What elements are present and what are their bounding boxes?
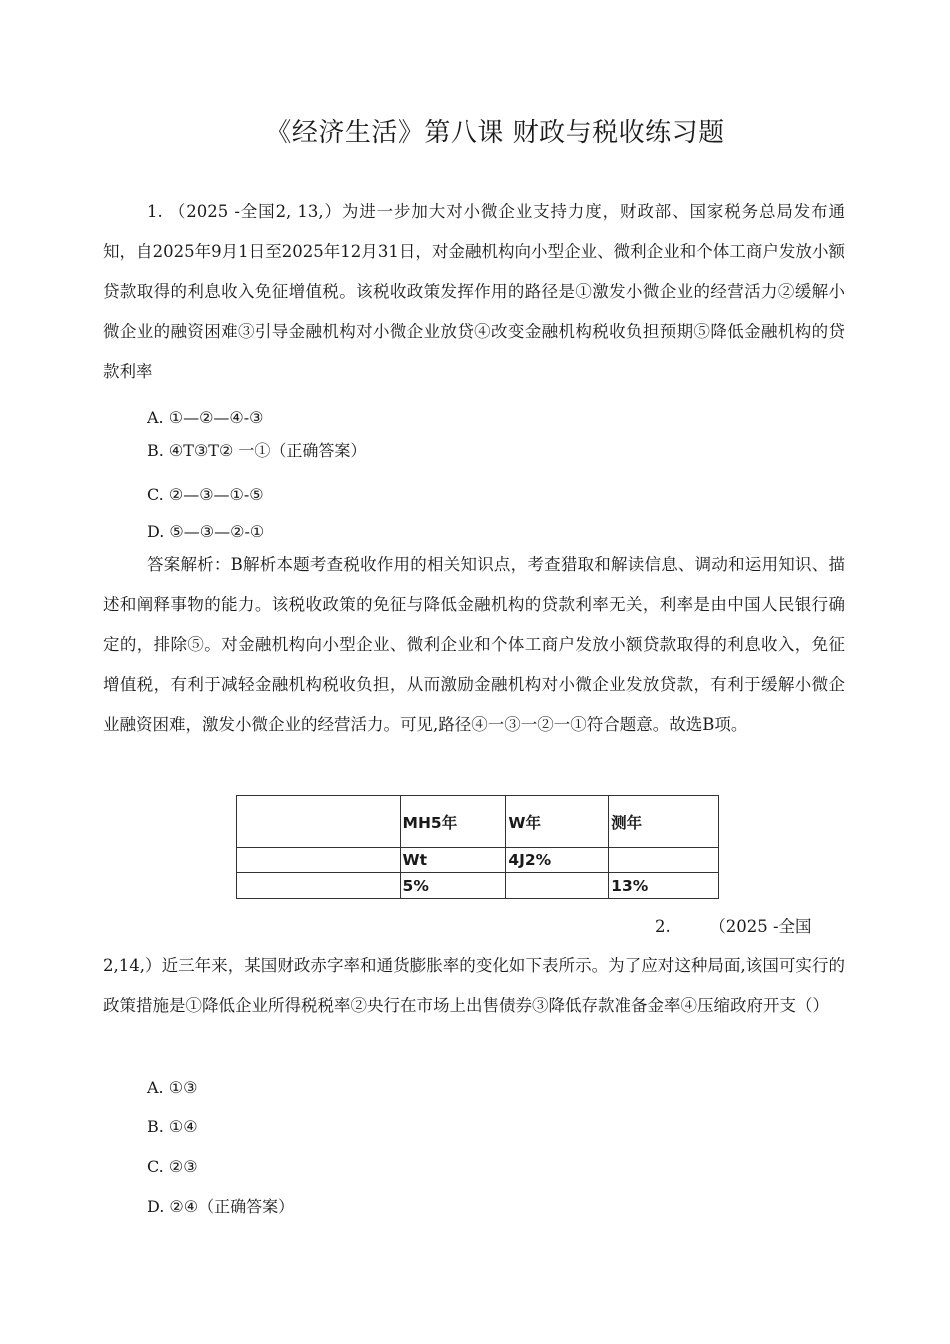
- q1-option-d: D. ⑤—③—②-①: [147, 522, 265, 541]
- table-cell: [237, 873, 401, 899]
- table-cell: [609, 848, 719, 873]
- q1-option-a: A. ①—②—④-③: [147, 408, 264, 427]
- table-cell: W年: [506, 796, 609, 848]
- q2-option-c: C. ②③: [147, 1157, 198, 1176]
- question-2-header: [655, 913, 812, 937]
- q1-explanation: 答案解析：B解析本题考查税收作用的相关知识点，考查猎取和解读信息、调动和运用知识、描述和阐释事物的能力。该税收政策的免征与降低金融机构的贷款利率无关，利率是由中国人民银行确定的，排除⑤。对金融机构向小型企业、微利企业和个体工商户发放小额贷款取得的利息收入，免征增值税，有利于减轻金融机构税收负担，从而激励金融机构对小微企业发放贷款，有利于缓解小微企业融资困难，激发小微企业的经营活力。可见,路径④一③一②一①符合题意。故选B项。: [103, 555, 845, 734]
- table-cell: [237, 848, 401, 873]
- q2-option-d: D. ②④（正确答案）: [147, 1197, 295, 1216]
- question-2-stem: 2,14,）近三年来，某国财政赤字率和通货膨胀率的变化如下表所示。为了应对这种局面,该国可实行的政策措施是①降低企业所得税税率②央行在市场上出售债券③降低存款准备金率④压缩政府开支（）: [103, 956, 845, 1015]
- question-2-number: 2.: [655, 917, 671, 936]
- q1-option-b: B. ④T③T② 一①（正确答案）: [147, 441, 367, 460]
- table-row: [237, 796, 719, 848]
- q1-option-c: C. ②—③—①-⑤: [147, 485, 264, 504]
- question-1-stem: 1. （2025 -全国2, 13,）为进一步加大对小微企业支持力度，财政部、国家税务总局发布通知，自2025年9月1日至2025年12月31日，对金融机构向小型企业、微利企业和个体工商户发放小额贷款取得的利息收入免征增值税。该税收政策发挥作用的路径是①激发小微企业的经营活力②缓解小微企业的融资困难③引导金融机构对小微企业放贷④改变金融机构税收负担预期⑤降低金融机构的贷款利率: [103, 202, 845, 381]
- table-cell: 13%: [609, 873, 719, 899]
- table-row: [237, 873, 719, 899]
- q2-option-a: A. ①③: [147, 1078, 198, 1097]
- q2-option-b: B. ①④: [147, 1117, 198, 1136]
- table-row: [237, 848, 719, 873]
- table-cell: 测年: [609, 796, 719, 848]
- question-2-source: （2025 -全国: [709, 917, 812, 936]
- table-cell: [506, 873, 609, 899]
- table-cell: 4J2%: [506, 848, 609, 873]
- table-cell: Wt: [400, 848, 506, 873]
- page-title: 《经济生活》第八课 财政与税收练习题: [265, 118, 725, 148]
- table-cell: MH5年: [400, 796, 506, 848]
- table-cell: 5%: [400, 873, 506, 899]
- data-table: [236, 795, 719, 899]
- table-cell: [237, 796, 401, 848]
